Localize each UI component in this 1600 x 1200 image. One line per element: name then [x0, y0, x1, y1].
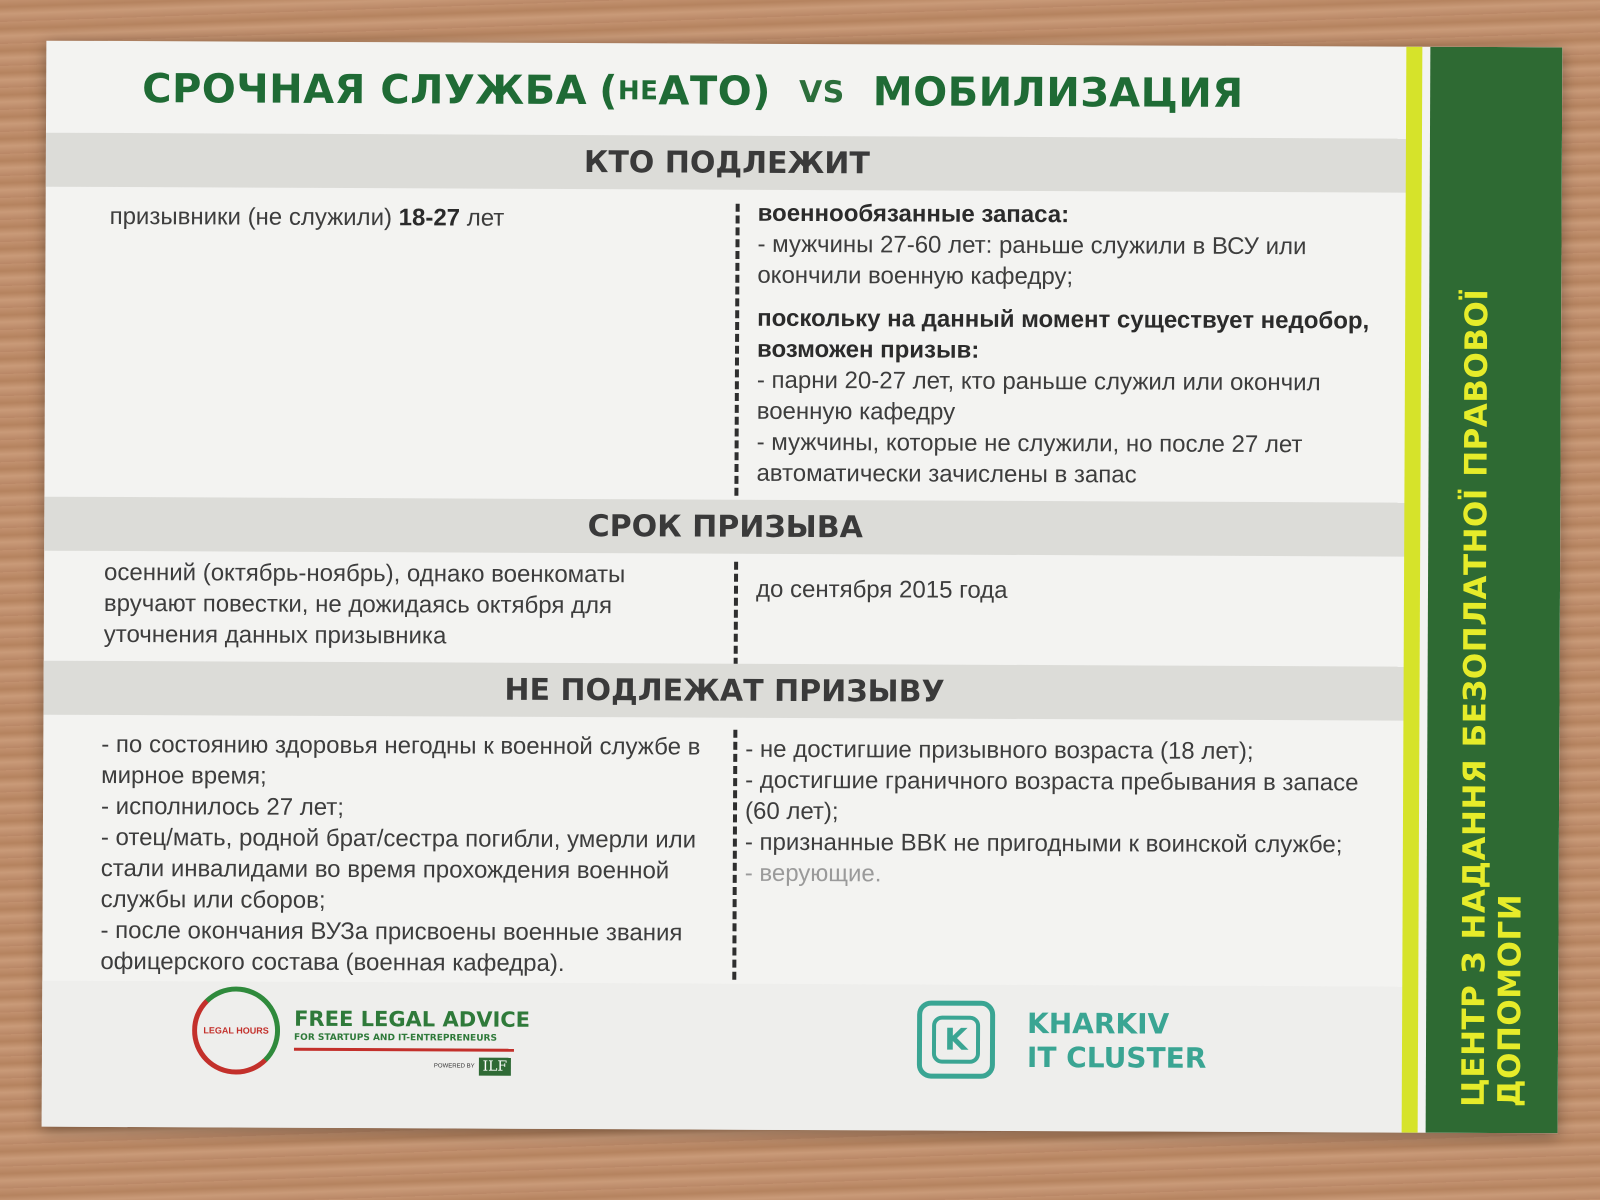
- term-left-text: осенний (октябрь-ноябрь), однако военкоматы вручают повестки, не дожидаясь октября для уточнения данных призывника: [103, 558, 626, 650]
- heading-conscription: СРОЧНАЯ СЛУЖБА: [142, 66, 588, 115]
- kharkiv-label: KHARKIV: [1027, 1006, 1170, 1041]
- who-right-column: [756, 198, 1397, 492]
- term-left-column: [104, 557, 724, 653]
- heading-vs: VS: [798, 74, 845, 110]
- who-divider: [734, 204, 739, 496]
- exempt-right-item: - не достигшие призывного возраста (18 лет);: [745, 735, 1254, 765]
- it-cluster-inner-icon: K: [932, 1016, 980, 1064]
- free-legal-advice-title: FREE LEGAL ADVICE: [294, 1006, 531, 1032]
- free-legal-advice-underline: [294, 1048, 514, 1052]
- exempt-left-item: - отец/мать, родной брат/сестра погибли, умерли или стали инвалидами во время прохождения военной службы или сборов;: [100, 823, 697, 914]
- exempt-right-column: [745, 734, 1386, 892]
- exempt-left-item: - по состоянию здоровья негодны к военной службе в мирное время;: [101, 730, 701, 790]
- exempt-left-item: - после окончания ВУЗа присвоены военные звания офицерского состава (военная кафедра).: [100, 916, 683, 977]
- who-right-item-20-27: - парни 20-27 лет, кто раньше служил или окончил военную кафедру: [756, 366, 1321, 426]
- heading-paren-open: (: [599, 68, 619, 115]
- flyer-heading: [142, 59, 1244, 124]
- sidebar-vertical-title: ЦЕНТР З НАДАННЯ БЕЗОПЛАТНОЇ ПРАВОВОЇ ДОПОМОГИ: [1455, 288, 1529, 1108]
- term-right-column: [756, 574, 1376, 608]
- free-legal-advice-subtitle: FOR STARTUPS AND IT-ENTREPRENEURS: [294, 1032, 497, 1044]
- flyer: [42, 41, 1563, 1134]
- sidebar-yellow-band: [1402, 47, 1423, 1133]
- powered-by: [434, 1057, 511, 1075]
- sidebar-stripe: [1402, 47, 1563, 1134]
- who-right-item-men-27-60: - мужчины 27-60 лет: раньше служили в ВСУ или окончили военную кафедру;: [757, 230, 1307, 291]
- exempt-right-item-believers: - верующие.: [744, 859, 882, 888]
- section-term-title: СРОК ПРИЗЫВА: [44, 497, 1406, 557]
- ilf-logo: ILF: [479, 1058, 512, 1076]
- it-cluster-icon: [917, 1001, 995, 1079]
- exempt-right-item: - достигшие граничного возраста пребывания в запасе (60 лет);: [744, 766, 1359, 826]
- exempt-left-column: [100, 729, 721, 980]
- powered-by-label: POWERED BY: [433, 1063, 475, 1070]
- who-right-heading-reserve: военнообязанные запаса:: [757, 199, 1070, 229]
- legal-hours-label: LEGAL HOURS: [203, 1025, 269, 1036]
- section-who-title: КТО ПОДЛЕЖИТ: [46, 133, 1408, 193]
- heading-ne: НЕ: [617, 76, 659, 107]
- who-left-text: призывники (не служили) 18-27 лет: [109, 202, 505, 232]
- section-exempt-title: НЕ ПОДЛЕЖАТ ПРИЗЫВУ: [43, 661, 1405, 721]
- exempt-left-item: - исполнилось 27 лет;: [100, 792, 345, 822]
- who-right-item-not-served: - мужчины, которые не служили, но после 27 лет автоматически зачислены в запас: [756, 428, 1303, 489]
- heading-ato: АТО): [658, 68, 772, 115]
- term-divider: [734, 562, 738, 666]
- who-left-column: [110, 201, 710, 235]
- kharkiv-it-cluster-logo: [917, 995, 1247, 1096]
- heading-mobilization: МОБИЛИЗАЦИЯ: [872, 69, 1244, 117]
- who-right-heading-shortage: поскольку на данный момент существует недобор, возможен призыв:: [756, 304, 1370, 364]
- exempt-right-item: - признанные ВВК не пригодными к воинской службе;: [744, 828, 1343, 859]
- term-right-text: до сентября 2015 года: [755, 575, 1008, 604]
- legal-hours-logo: [192, 986, 572, 1098]
- it-cluster-label: IT CLUSTER: [1026, 1040, 1207, 1075]
- exempt-divider: [732, 730, 737, 980]
